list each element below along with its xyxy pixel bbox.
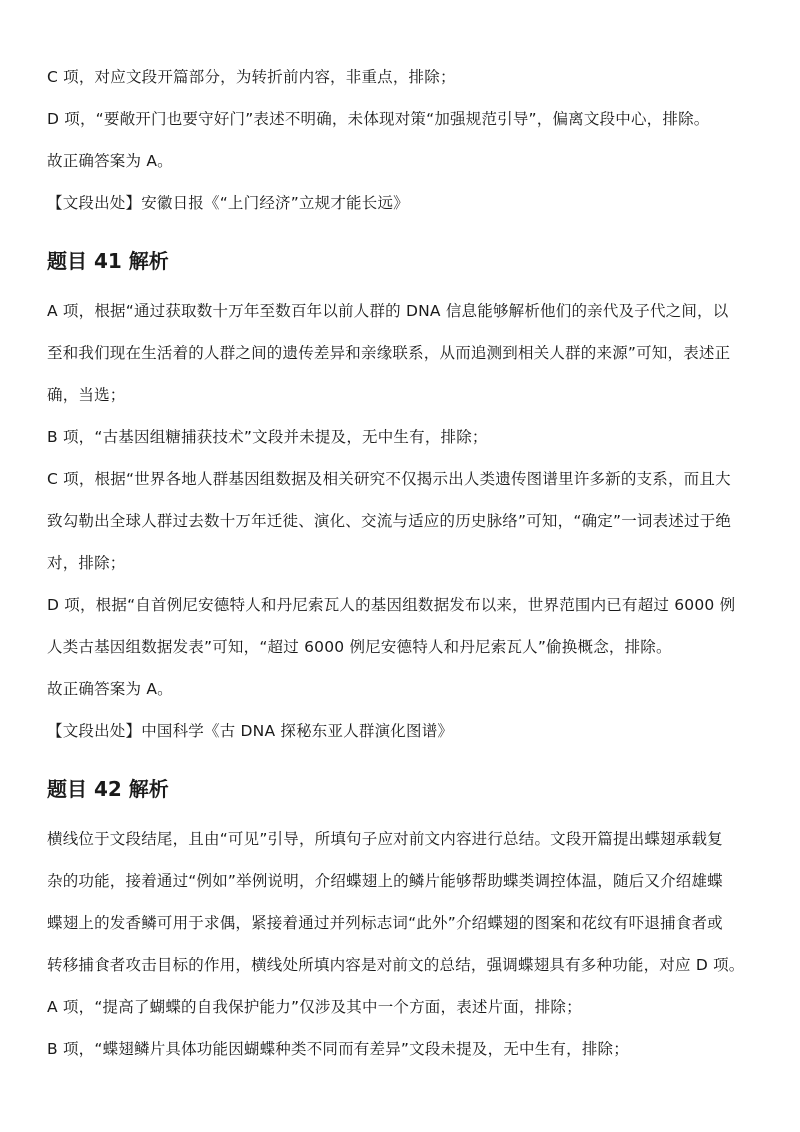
paragraph-line: A 项，“提高了蝴蝶的自我保护能力”仅涉及其中一个方面，表述片面，排除； [47, 998, 582, 1016]
paragraph-line: D 项，根据“自首例尼安德特人和丹尼索瓦人的基因组数据发布以来，世界范围内已有超过 6000 例 [47, 596, 736, 614]
paragraph-line: B 项，“古基因组糖捕获技术”文段并未提及，无中生有，排除； [47, 428, 488, 446]
source-line: 【文段出处】安徽日报《“上门经济”立规才能长远》 [47, 194, 409, 212]
option-c-explanation: C 项，对应文段开篇部分，为转折前内容，非重点，排除； [47, 68, 456, 86]
q42-section [47, 774, 777, 1070]
answer-line: 故正确答案为 A。 [47, 152, 173, 170]
source-line: 【文段出处】中国科学《古 DNA 探秘东亚人群演化图谱》 [47, 722, 454, 740]
paragraph-line: B 项，“蝶翅鳞片具体功能因蝴蝶种类不同而有差异”文段未提及，无中生有，排除； [47, 1040, 629, 1058]
paragraph-line: 确，当选； [47, 386, 126, 404]
answer-line: 故正确答案为 A。 [47, 680, 173, 698]
paragraph-line: 杂的功能，接着通过“例如”举例说明，介绍蝶翅上的鳞片能够帮助蝶类调控体温，随后又介绍雄蝶 [47, 872, 723, 890]
paragraph-line: A 项，根据“通过获取数十万年至数百年以前人群的 DNA 信息能够解析他们的亲代及子代之间，以 [47, 302, 729, 320]
paragraph-line: 蝶翅上的发香鳞可用于求偶，紧接着通过并列标志词“此外”介绍蝶翅的图案和花纹有吓退捕食者或 [47, 914, 723, 932]
q41-heading: 题目 41 解析 [47, 249, 169, 273]
q40-explanation-tail [47, 56, 777, 224]
option-d-explanation: D 项，“要敞开门也要守好门”表述不明确，未体现对策“加强规范引导”，偏离文段中心，排除。 [47, 110, 710, 128]
paragraph-line: 人类古基因组数据发表”可知，“超过 6000 例尼安德特人和丹尼索瓦人”偷换概念，排除。 [47, 638, 672, 656]
q42-heading: 题目 42 解析 [47, 777, 169, 801]
paragraph-line: 致勾勒出全球人群过去数十万年迁徙、演化、交流与适应的历史脉络”可知，“确定”一词表述过于绝 [47, 512, 732, 530]
document-page [47, 56, 777, 1070]
paragraph-line: 对，排除； [47, 554, 126, 572]
paragraph-line: 转移捕食者攻击目标的作用，横线处所填内容是对前文的总结，强调蝶翅具有多种功能，对应 D 项。 [47, 956, 745, 974]
q41-section [47, 246, 777, 752]
paragraph-line: 至和我们现在生活着的人群之间的遗传差异和亲缘联系，从而追测到相关人群的来源”可知，表述正 [47, 344, 731, 362]
paragraph-line: 横线位于文段结尾，且由“可见”引导，所填句子应对前文内容进行总结。文段开篇提出蝶翅承载复 [47, 830, 723, 848]
paragraph-line: C 项，根据“世界各地人群基因组数据及相关研究不仅揭示出人类遗传图谱里许多新的支系，而且大 [47, 470, 731, 488]
